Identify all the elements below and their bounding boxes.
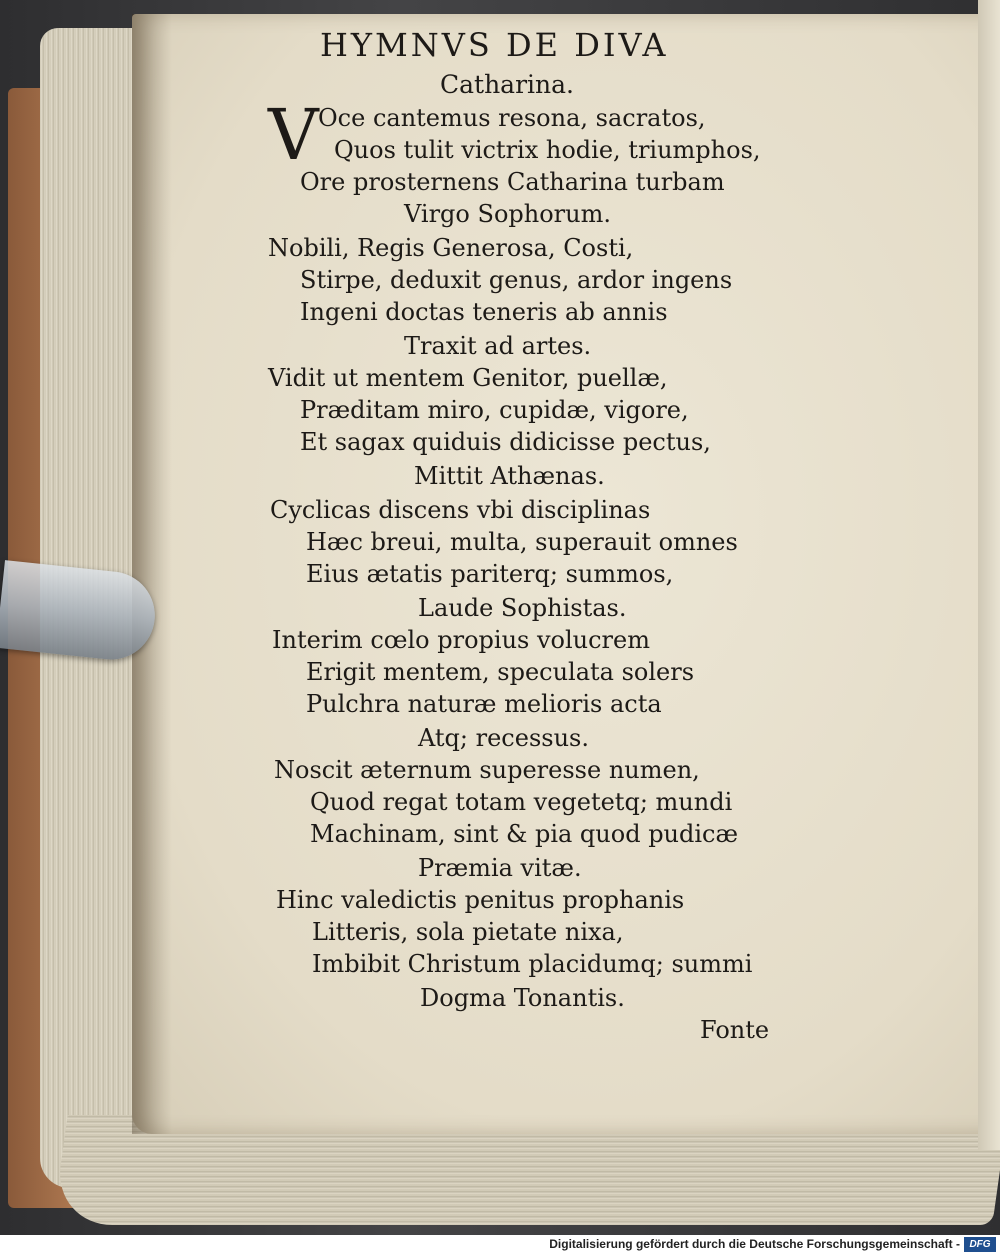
catchword: Fonte xyxy=(700,1016,770,1044)
dfg-logo-icon: DFG xyxy=(964,1237,996,1252)
verse-line: Nobili, Regis Generosa, Costi, xyxy=(268,234,634,262)
verse-line: Vidit ut mentem Genitor, puellæ, xyxy=(268,364,668,392)
verse-line: Ore prosternens Catharina turbam xyxy=(300,168,725,196)
verse-line: Machinam, sint & pia quod pudicæ xyxy=(310,820,739,848)
verse-line: Et sagax quiduis didicisse pectus, xyxy=(300,428,711,456)
footer-bar xyxy=(0,1235,1000,1255)
spine-shadow xyxy=(132,14,172,1134)
verse-line: Mittit Athænas. xyxy=(414,462,605,490)
verse-line: Oce cantemus resona, sacratos, xyxy=(318,104,706,132)
verse-line: Hæc breui, multa, superauit omnes xyxy=(306,528,738,556)
verse-line: Hinc valedictis penitus prophanis xyxy=(276,886,685,914)
drop-cap: V xyxy=(268,94,319,176)
verse-line: Noscit æternum superesse numen, xyxy=(274,756,700,784)
verse-line: Litteris, sola pietate nixa, xyxy=(312,918,624,946)
verse-line: Eius ætatis pariterq; summos, xyxy=(306,560,674,588)
verse-line: Traxit ad artes. xyxy=(404,332,592,360)
verse-line: Quod regat totam vegetetq; mundi xyxy=(310,788,733,816)
verse-line: Pulchra naturæ melioris acta xyxy=(306,690,662,718)
hymn-title: HYMNVS DE DIVA xyxy=(320,26,669,64)
verse-line: Interim cœlo propius volucrem xyxy=(272,626,650,654)
verse-line: Stirpe, deduxit genus, ardor ingens xyxy=(300,266,733,294)
verse-line: Imbibit Christum placidumq; summi xyxy=(312,950,753,978)
verse-line: Cyclicas discens vbi disciplinas xyxy=(270,496,651,524)
verse-line: Atq; recessus. xyxy=(418,724,589,752)
verse-line: Quos tulit victrix hodie, triumphos, xyxy=(334,136,761,164)
verse-line: Laude Sophistas. xyxy=(418,594,627,622)
verse-line: Dogma Tonantis. xyxy=(420,984,625,1012)
verse-line: Erigit mentem, speculata solers xyxy=(306,658,695,686)
footer-credit: Digitalisierung gefördert durch die Deutsche Forschungsgemeinschaft - xyxy=(549,1237,960,1251)
verse-line: Præditam miro, cupidæ, vigore, xyxy=(300,396,689,424)
verse-line: Præmia vitæ. xyxy=(418,854,582,882)
verse-line: Virgo Sophorum. xyxy=(404,200,611,228)
facing-page-edge xyxy=(978,0,1000,1150)
verse-line: Ingeni doctas teneris ab annis xyxy=(300,298,668,326)
hymn-subtitle: Catharina. xyxy=(440,70,574,99)
